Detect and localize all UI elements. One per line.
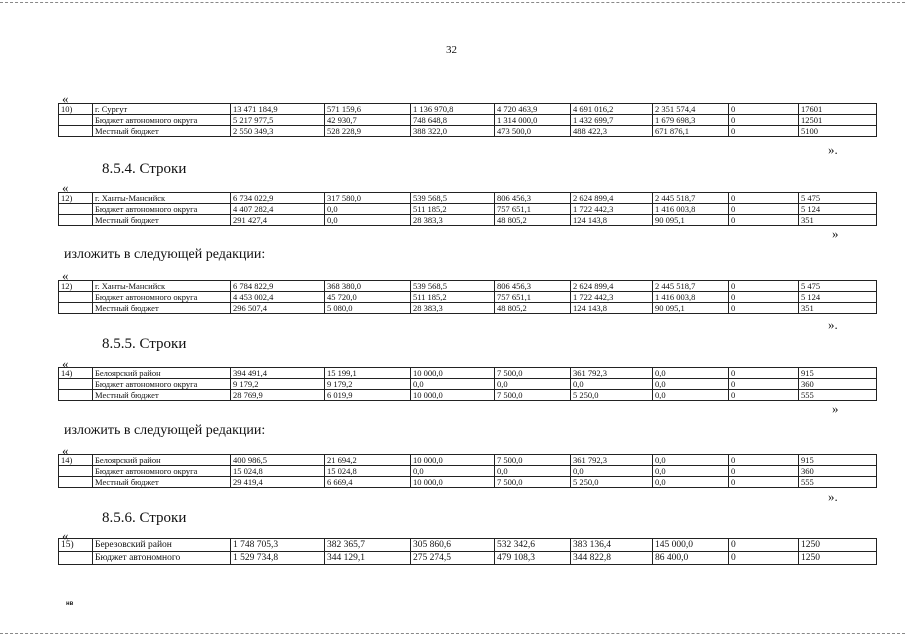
table-khanty-new [58,280,877,314]
value-cell: 0 [729,303,799,314]
value-cell: 86 400,0 [653,552,729,565]
row-label-cell: Бюджет автономного округа [93,115,231,126]
value-cell: 511 185,2 [411,292,495,303]
value-cell: 317 580,0 [325,193,411,204]
value-cell: 15 199,1 [325,368,411,379]
row-number-cell: 12) [59,193,93,204]
table-row [59,390,877,401]
value-cell: 0 [729,281,799,292]
row-number-cell [59,292,93,303]
open-quote-6: « [62,528,69,543]
value-cell: 0,0 [653,368,729,379]
value-cell: 0 [729,390,799,401]
value-cell: 6 669,4 [325,477,411,488]
value-cell: 0,0 [653,466,729,477]
value-cell: 10 000,0 [411,390,495,401]
value-cell: 528 228,9 [325,126,411,137]
value-cell: 28 769,9 [231,390,325,401]
close-quote-2: » [832,226,839,241]
value-cell: 479 108,3 [495,552,571,565]
close-quote-5: ». [828,489,838,504]
table-row [59,104,877,115]
scan-edge-top [0,2,905,3]
value-cell: 0 [729,552,799,565]
table-row [59,215,877,226]
value-cell: 915 [799,368,877,379]
value-cell: 344 129,1 [325,552,411,565]
value-cell: 29 419,4 [231,477,325,488]
value-cell: 4 453 002,4 [231,292,325,303]
table-row [59,379,877,390]
value-cell: 90 095,1 [653,303,729,314]
heading-8-5-5: 8.5.5. Строки [102,336,187,352]
value-cell: 360 [799,466,877,477]
value-cell: 275 274,5 [411,552,495,565]
value-cell: 1 416 003,8 [653,204,729,215]
table-row [59,292,877,303]
table-row [59,204,877,215]
value-cell: 368 380,0 [325,281,411,292]
value-cell: 555 [799,390,877,401]
row-number-cell [59,466,93,477]
value-cell: 6 784 822,9 [231,281,325,292]
value-cell: 0,0 [325,215,411,226]
value-cell: 17601 [799,104,877,115]
table-row [59,281,877,292]
value-cell: 291 427,4 [231,215,325,226]
row-label-cell: Бюджет автономного округа [93,292,231,303]
value-cell: 394 491,4 [231,368,325,379]
value-cell: 757 651,1 [495,204,571,215]
row-label-cell: Бюджет автономного округа [93,466,231,477]
value-cell: 145 000,0 [653,539,729,552]
value-cell: 473 500,0 [495,126,571,137]
value-cell: 400 986,5 [231,455,325,466]
value-cell: 0,0 [653,455,729,466]
row-label-cell: г. Ханты-Мансийск [93,281,231,292]
value-cell: 5 250,0 [571,390,653,401]
open-quote-3: « [62,268,69,283]
value-cell: 7 500,0 [495,477,571,488]
value-cell: 806 456,3 [495,281,571,292]
row-label-cell: Белоярский район [93,368,231,379]
value-cell: 6 734 022,9 [231,193,325,204]
value-cell: 45 720,0 [325,292,411,303]
value-cell: 0 [729,379,799,390]
value-cell: 1 748 705,3 [231,539,325,552]
row-number-cell [59,379,93,390]
value-cell: 5 475 [799,281,877,292]
row-number-cell [59,477,93,488]
table-khanty-old [58,192,877,226]
open-quote-2: « [62,180,69,195]
value-cell: 0,0 [653,390,729,401]
row-number-cell [59,115,93,126]
value-cell: 1250 [799,552,877,565]
row-label-cell: Местный бюджет [93,390,231,401]
table-surgut [58,103,877,137]
value-cell: 2 624 899,4 [571,281,653,292]
row-number-cell: 12) [59,281,93,292]
value-cell: 488 422,3 [571,126,653,137]
value-cell: 5 124 [799,204,877,215]
footer-initials: нв [66,601,74,607]
row-number-cell [59,390,93,401]
row-label-cell: Местный бюджет [93,477,231,488]
value-cell: 15 024,8 [231,466,325,477]
value-cell: 1 416 003,8 [653,292,729,303]
heading-8-5-6: 8.5.6. Строки [102,510,187,526]
open-quote-1: « [62,91,69,106]
value-cell: 5100 [799,126,877,137]
value-cell: 5 080,0 [325,303,411,314]
value-cell: 0 [729,104,799,115]
value-cell: 13 471 184,9 [231,104,325,115]
table-row [59,193,877,204]
value-cell: 7 500,0 [495,390,571,401]
value-cell: 915 [799,455,877,466]
table-row [59,368,877,379]
value-cell: 0 [729,115,799,126]
value-cell: 1 722 442,3 [571,292,653,303]
value-cell: 1 529 734,8 [231,552,325,565]
value-cell: 0 [729,466,799,477]
value-cell: 0 [729,368,799,379]
value-cell: 0,0 [495,379,571,390]
table-beloyarsky-old [58,367,877,401]
value-cell: 0 [729,292,799,303]
row-label-cell: Местный бюджет [93,215,231,226]
value-cell: 4 720 463,9 [495,104,571,115]
row-number-cell [59,215,93,226]
value-cell: 48 805,2 [495,303,571,314]
row-label-cell: Местный бюджет [93,303,231,314]
value-cell: 0 [729,215,799,226]
value-cell: 0 [729,126,799,137]
close-quote-1: ». [828,142,838,157]
value-cell: 5 250,0 [571,477,653,488]
value-cell: 748 648,8 [411,115,495,126]
value-cell: 0 [729,477,799,488]
edit-instruction-1: изложить в следующей редакции: [64,247,266,262]
value-cell: 360 [799,379,877,390]
value-cell: 0,0 [411,379,495,390]
value-cell: 571 159,6 [325,104,411,115]
value-cell: 532 342,6 [495,539,571,552]
row-label-cell: Березовский район [93,539,231,552]
table-row [59,466,877,477]
row-number-cell: 10) [59,104,93,115]
table-row [59,539,877,552]
value-cell: 539 568,5 [411,193,495,204]
row-label-cell: г. Сургут [93,104,231,115]
value-cell: 511 185,2 [411,204,495,215]
value-cell: 10 000,0 [411,477,495,488]
table-row [59,552,877,565]
row-label-cell: Бюджет автономного округа [93,204,231,215]
value-cell: 5 217 977,5 [231,115,325,126]
value-cell: 5 124 [799,292,877,303]
value-cell: 539 568,5 [411,281,495,292]
row-number-cell: 14) [59,455,93,466]
value-cell: 12501 [799,115,877,126]
value-cell: 2 624 899,4 [571,193,653,204]
value-cell: 4 407 282,4 [231,204,325,215]
value-cell: 28 383,3 [411,303,495,314]
table-row [59,115,877,126]
value-cell: 0,0 [411,466,495,477]
value-cell: 2 550 349,3 [231,126,325,137]
edit-instruction-2: изложить в следующей редакции: [64,423,266,438]
value-cell: 0 [729,204,799,215]
value-cell: 388 322,0 [411,126,495,137]
value-cell: 9 179,2 [325,379,411,390]
scan-edge-bottom [0,633,905,634]
value-cell: 0,0 [571,466,653,477]
table-row [59,303,877,314]
row-number-cell: 15) [59,539,93,552]
row-label-cell: Местный бюджет [93,126,231,137]
row-number-cell [59,303,93,314]
value-cell: 344 822,8 [571,552,653,565]
value-cell: 7 500,0 [495,455,571,466]
row-number-cell [59,552,93,565]
value-cell: 15 024,8 [325,466,411,477]
value-cell: 124 143,8 [571,215,653,226]
value-cell: 9 179,2 [231,379,325,390]
value-cell: 2 351 574,4 [653,104,729,115]
value-cell: 0,0 [571,379,653,390]
value-cell: 296 507,4 [231,303,325,314]
heading-8-5-4: 8.5.4. Строки [102,161,187,177]
row-number-cell: 14) [59,368,93,379]
row-number-cell [59,126,93,137]
value-cell: 757 651,1 [495,292,571,303]
table-row [59,477,877,488]
value-cell: 382 365,7 [325,539,411,552]
value-cell: 351 [799,303,877,314]
value-cell: 0,0 [325,204,411,215]
value-cell: 671 876,1 [653,126,729,137]
value-cell: 1 136 970,8 [411,104,495,115]
value-cell: 383 136,4 [571,539,653,552]
row-label-cell: Белоярский район [93,455,231,466]
value-cell: 4 691 016,2 [571,104,653,115]
close-quote-3: ». [828,317,838,332]
value-cell: 1 722 442,3 [571,204,653,215]
value-cell: 28 383,3 [411,215,495,226]
value-cell: 0 [729,193,799,204]
value-cell: 806 456,3 [495,193,571,204]
value-cell: 0 [729,455,799,466]
value-cell: 90 095,1 [653,215,729,226]
table-berezovsky [58,538,877,565]
row-label-cell: Бюджет автономного [93,552,231,565]
value-cell: 6 019,9 [325,390,411,401]
value-cell: 0,0 [495,466,571,477]
value-cell: 42 930,7 [325,115,411,126]
value-cell: 48 805,2 [495,215,571,226]
value-cell: 555 [799,477,877,488]
value-cell: 5 475 [799,193,877,204]
value-cell: 1 314 000,0 [495,115,571,126]
close-quote-4: » [832,401,839,416]
row-number-cell [59,204,93,215]
value-cell: 305 860,6 [411,539,495,552]
value-cell: 361 792,3 [571,455,653,466]
value-cell: 1 432 699,7 [571,115,653,126]
open-quote-5: « [62,443,69,458]
value-cell: 0 [729,539,799,552]
value-cell: 2 445 518,7 [653,193,729,204]
value-cell: 7 500,0 [495,368,571,379]
value-cell: 2 445 518,7 [653,281,729,292]
value-cell: 1 679 698,3 [653,115,729,126]
value-cell: 1250 [799,539,877,552]
table-row [59,455,877,466]
value-cell: 124 143,8 [571,303,653,314]
table-beloyarsky-new [58,454,877,488]
value-cell: 21 694,2 [325,455,411,466]
value-cell: 0,0 [653,379,729,390]
value-cell: 351 [799,215,877,226]
value-cell: 10 000,0 [411,368,495,379]
value-cell: 10 000,0 [411,455,495,466]
page-number: 32 [446,44,457,56]
open-quote-4: « [62,356,69,371]
row-label-cell: г. Ханты-Мансийск [93,193,231,204]
table-row [59,126,877,137]
value-cell: 361 792,3 [571,368,653,379]
value-cell: 0,0 [653,477,729,488]
row-label-cell: Бюджет автономного округа [93,379,231,390]
